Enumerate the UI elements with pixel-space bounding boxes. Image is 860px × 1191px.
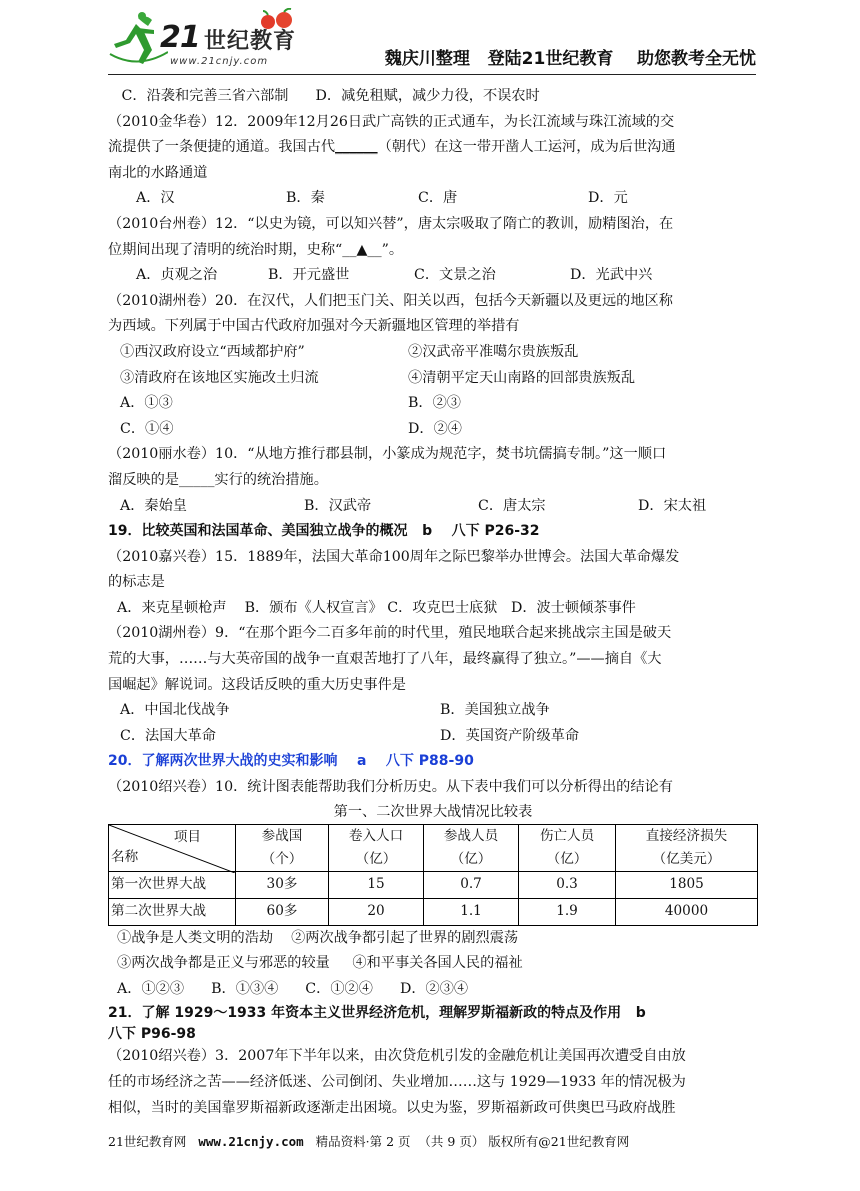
text-line: 荒的大事，……与大英帝国的战争一直艰苦地打了八年，最终赢得了独立。”——摘自《大 xyxy=(108,651,662,668)
table-cell: 1.1 xyxy=(424,898,519,925)
logo-number: 21 xyxy=(160,20,200,55)
corner-top-label: 项目 xyxy=(173,828,201,845)
comparison-table xyxy=(108,824,758,926)
option: A．汉 xyxy=(136,190,175,207)
table-corner-cell xyxy=(109,824,236,871)
logo-text: 世纪教育 xyxy=(204,29,297,54)
statement: ③清政府在该地区实施改土归流 xyxy=(120,369,319,386)
option: D．②④ xyxy=(408,420,462,437)
text-line: 流提供了一条便捷的通道。我国古代______（朝代）在这一带开凿人工运河，成为后世沟通 xyxy=(108,139,676,156)
footer-site: 21世纪教育网 xyxy=(108,1134,199,1149)
answer-options xyxy=(108,391,758,417)
table-title: 第一、二次世界大战情况比较表 xyxy=(333,803,533,820)
option: B．汉武帝 xyxy=(304,497,372,514)
option: B．秦 xyxy=(286,190,325,207)
option: C．唐太宗 xyxy=(478,497,546,514)
option: C．唐 xyxy=(418,190,458,207)
table-header-row xyxy=(109,824,758,871)
statement: ④清朝平定天山南路的回部贵族叛乱 xyxy=(408,369,636,386)
text-line: 相似，当时的美国靠罗斯福新政逐渐走出困境。以史为鉴，罗斯福新政可供奥巴马政府战胜 xyxy=(108,1099,676,1116)
table-row xyxy=(109,898,758,925)
section-heading: 21．了解 1929～1933 年资本主义世界经济危机，理解罗斯福新政的特点及作用 b xyxy=(108,1005,646,1022)
text-line: 南北的水路通道 xyxy=(108,164,208,181)
answer-options xyxy=(108,494,758,520)
option: A．中国北伐战争 xyxy=(120,702,230,719)
table-cell: 0.3 xyxy=(519,871,616,898)
option: D．宋太祖 xyxy=(638,497,707,514)
table-cell: 60多 xyxy=(236,898,329,925)
text-line: 为西域。下列属于中国古代政府加强对今天新疆地区管理的举措有 xyxy=(108,318,520,335)
text-line: 位期间出现了清明的统治时期，史称“__▲__”。 xyxy=(108,241,404,258)
page-header xyxy=(108,6,756,76)
column-header: 直接经济损失 （亿美元） xyxy=(616,824,758,871)
header-divider xyxy=(108,74,756,75)
column-header: 参战国 （个） xyxy=(236,824,329,871)
question-text: （2010丽水卷）10．“从地方推行郡县制，小篆成为规范字，焚书坑儒搞专制。”这一顺口 xyxy=(108,446,667,463)
table-row xyxy=(109,871,758,898)
question-text: （2010绍兴卷）3．2007年下半年以来，由次贷危机引发的金融危机让美国再次遭受自由放 xyxy=(108,1048,686,1065)
table-cell: 1.9 xyxy=(519,898,616,925)
table-cell: 30多 xyxy=(236,871,329,898)
question-text: （2010嘉兴卷）15．1889年，法国大革命100周年之际巴黎举办世博会。法国大革命爆发 xyxy=(108,548,680,565)
logo xyxy=(108,6,308,72)
runner-logo-icon xyxy=(108,10,168,70)
header-slogan: 魏庆川整理 登陆21世纪教育 助您教考全无忧 xyxy=(384,49,756,69)
corner-bottom-label: 名称 xyxy=(111,848,139,865)
blank: ______ xyxy=(335,139,378,156)
option: C．文景之治 xyxy=(414,267,496,284)
table-cell: 20 xyxy=(329,898,424,925)
question-text: （2010台州卷）12．“以史为镜，可以知兴替”，唐太宗吸取了隋亡的教训，励精图治，在 xyxy=(108,215,674,232)
apple-icon xyxy=(258,8,298,32)
answer-options xyxy=(108,186,758,212)
text-line: C．沿袭和完善三省六部制 D．减免租赋，减少力役，不误农时 xyxy=(108,88,540,104)
statement-line: ①战争是人类文明的浩劫 ②两次战争都引起了世界的剧烈震荡 xyxy=(108,929,519,946)
column-header: 卷入人口 （亿） xyxy=(329,824,424,871)
option: C．①④ xyxy=(120,420,174,437)
table-cell: 0.7 xyxy=(424,871,519,898)
statement-items xyxy=(108,366,758,392)
question-text: （2010湖州卷）9．“在那个距今二百多年前的时代里，殖民地联合起来挑战宗主国是破天 xyxy=(108,625,672,642)
text-line: 溜反映的是_____实行的统治措施。 xyxy=(108,471,328,488)
option: A．①③ xyxy=(120,395,173,412)
table-cell: 15 xyxy=(329,871,424,898)
statement-items xyxy=(108,340,758,366)
text-line: 国崛起》解说词。这段话反映的重大历史事件是 xyxy=(108,676,406,693)
option: B．美国独立战争 xyxy=(440,702,550,719)
answer-options xyxy=(108,698,758,724)
footer-text: 精品资料·第 xyxy=(303,1134,387,1149)
option: A．秦始皇 xyxy=(120,497,187,514)
section-heading-cont: 八下 P96-98 xyxy=(108,1026,196,1043)
text-line: 的标志是 xyxy=(108,574,165,591)
option: D．英国资产阶级革命 xyxy=(440,727,580,744)
section-heading: 19．比较英国和法国革命、美国独立战争的概况 b 八下 P26-32 xyxy=(108,523,540,540)
blank-triangle: __▲__ xyxy=(342,241,382,258)
question-text: （2010绍兴卷）10．统计图表能帮助我们分析历史。从下表中我们可以分析得出的结论有 xyxy=(108,779,673,796)
option: B．②③ xyxy=(408,395,461,412)
footer-copyright: 页 （共 9 页） 版权所有@21世纪教育网 xyxy=(394,1134,630,1149)
question-text: （2010湖州卷）20．在汉代，人们把玉门关、阳关以西，包括今天新疆以及更远的地区称 xyxy=(108,292,673,309)
option: B．开元盛世 xyxy=(268,267,350,284)
column-header: 伤亡人员 （亿） xyxy=(519,824,616,871)
answer-options xyxy=(108,263,758,289)
answer-options xyxy=(108,417,758,443)
option: D．元 xyxy=(588,190,628,207)
question-text: （2010金华卷）12．2009年12月26日武广高铁的正式通车，为长江流域与珠江流域的交 xyxy=(108,113,675,130)
page-number: 2 xyxy=(386,1134,395,1149)
page-footer xyxy=(108,1132,758,1150)
answer-options xyxy=(108,724,758,750)
text-line: 任的市场经济之苦——经济低迷、公司倒闭、失业增加……这与 1929—1933 年的情况极为 xyxy=(108,1074,686,1090)
statement: ②汉武帝平准噶尔贵族叛乱 xyxy=(408,343,579,360)
logo-url: www.21cnjy.com xyxy=(170,56,269,67)
option: A．贞观之治 xyxy=(136,267,218,284)
table-cell: 40000 xyxy=(616,898,758,925)
column-header: 参战人员 （亿） xyxy=(424,824,519,871)
option: C．法国大革命 xyxy=(120,727,216,744)
answer-options: A．来克星顿枪声 B．颁布《人权宣言》 C．攻克巴士底狱 D．波士顿倾茶事件 xyxy=(108,599,636,616)
table-cell: 1805 xyxy=(616,871,758,898)
table-cell: 第二次世界大战 xyxy=(109,898,236,925)
footer-url-link[interactable]: www.21cnjy.com xyxy=(198,1134,304,1149)
answer-options: A．①②③ B．①③④ C．①②④ D．②③④ xyxy=(108,980,469,997)
section-heading: 20．了解两次世界大战的史实和影响 a 八下 P88-90 xyxy=(108,753,474,770)
option: D．光武中兴 xyxy=(570,267,653,284)
statement: ①西汉政府设立“西域都护府” xyxy=(120,343,305,360)
statement-line: ③两次战争都是正义与邪恶的较量 ④和平事关各国人民的福祉 xyxy=(108,955,523,972)
page-content xyxy=(108,84,758,1121)
table-cell: 第一次世界大战 xyxy=(109,871,236,898)
